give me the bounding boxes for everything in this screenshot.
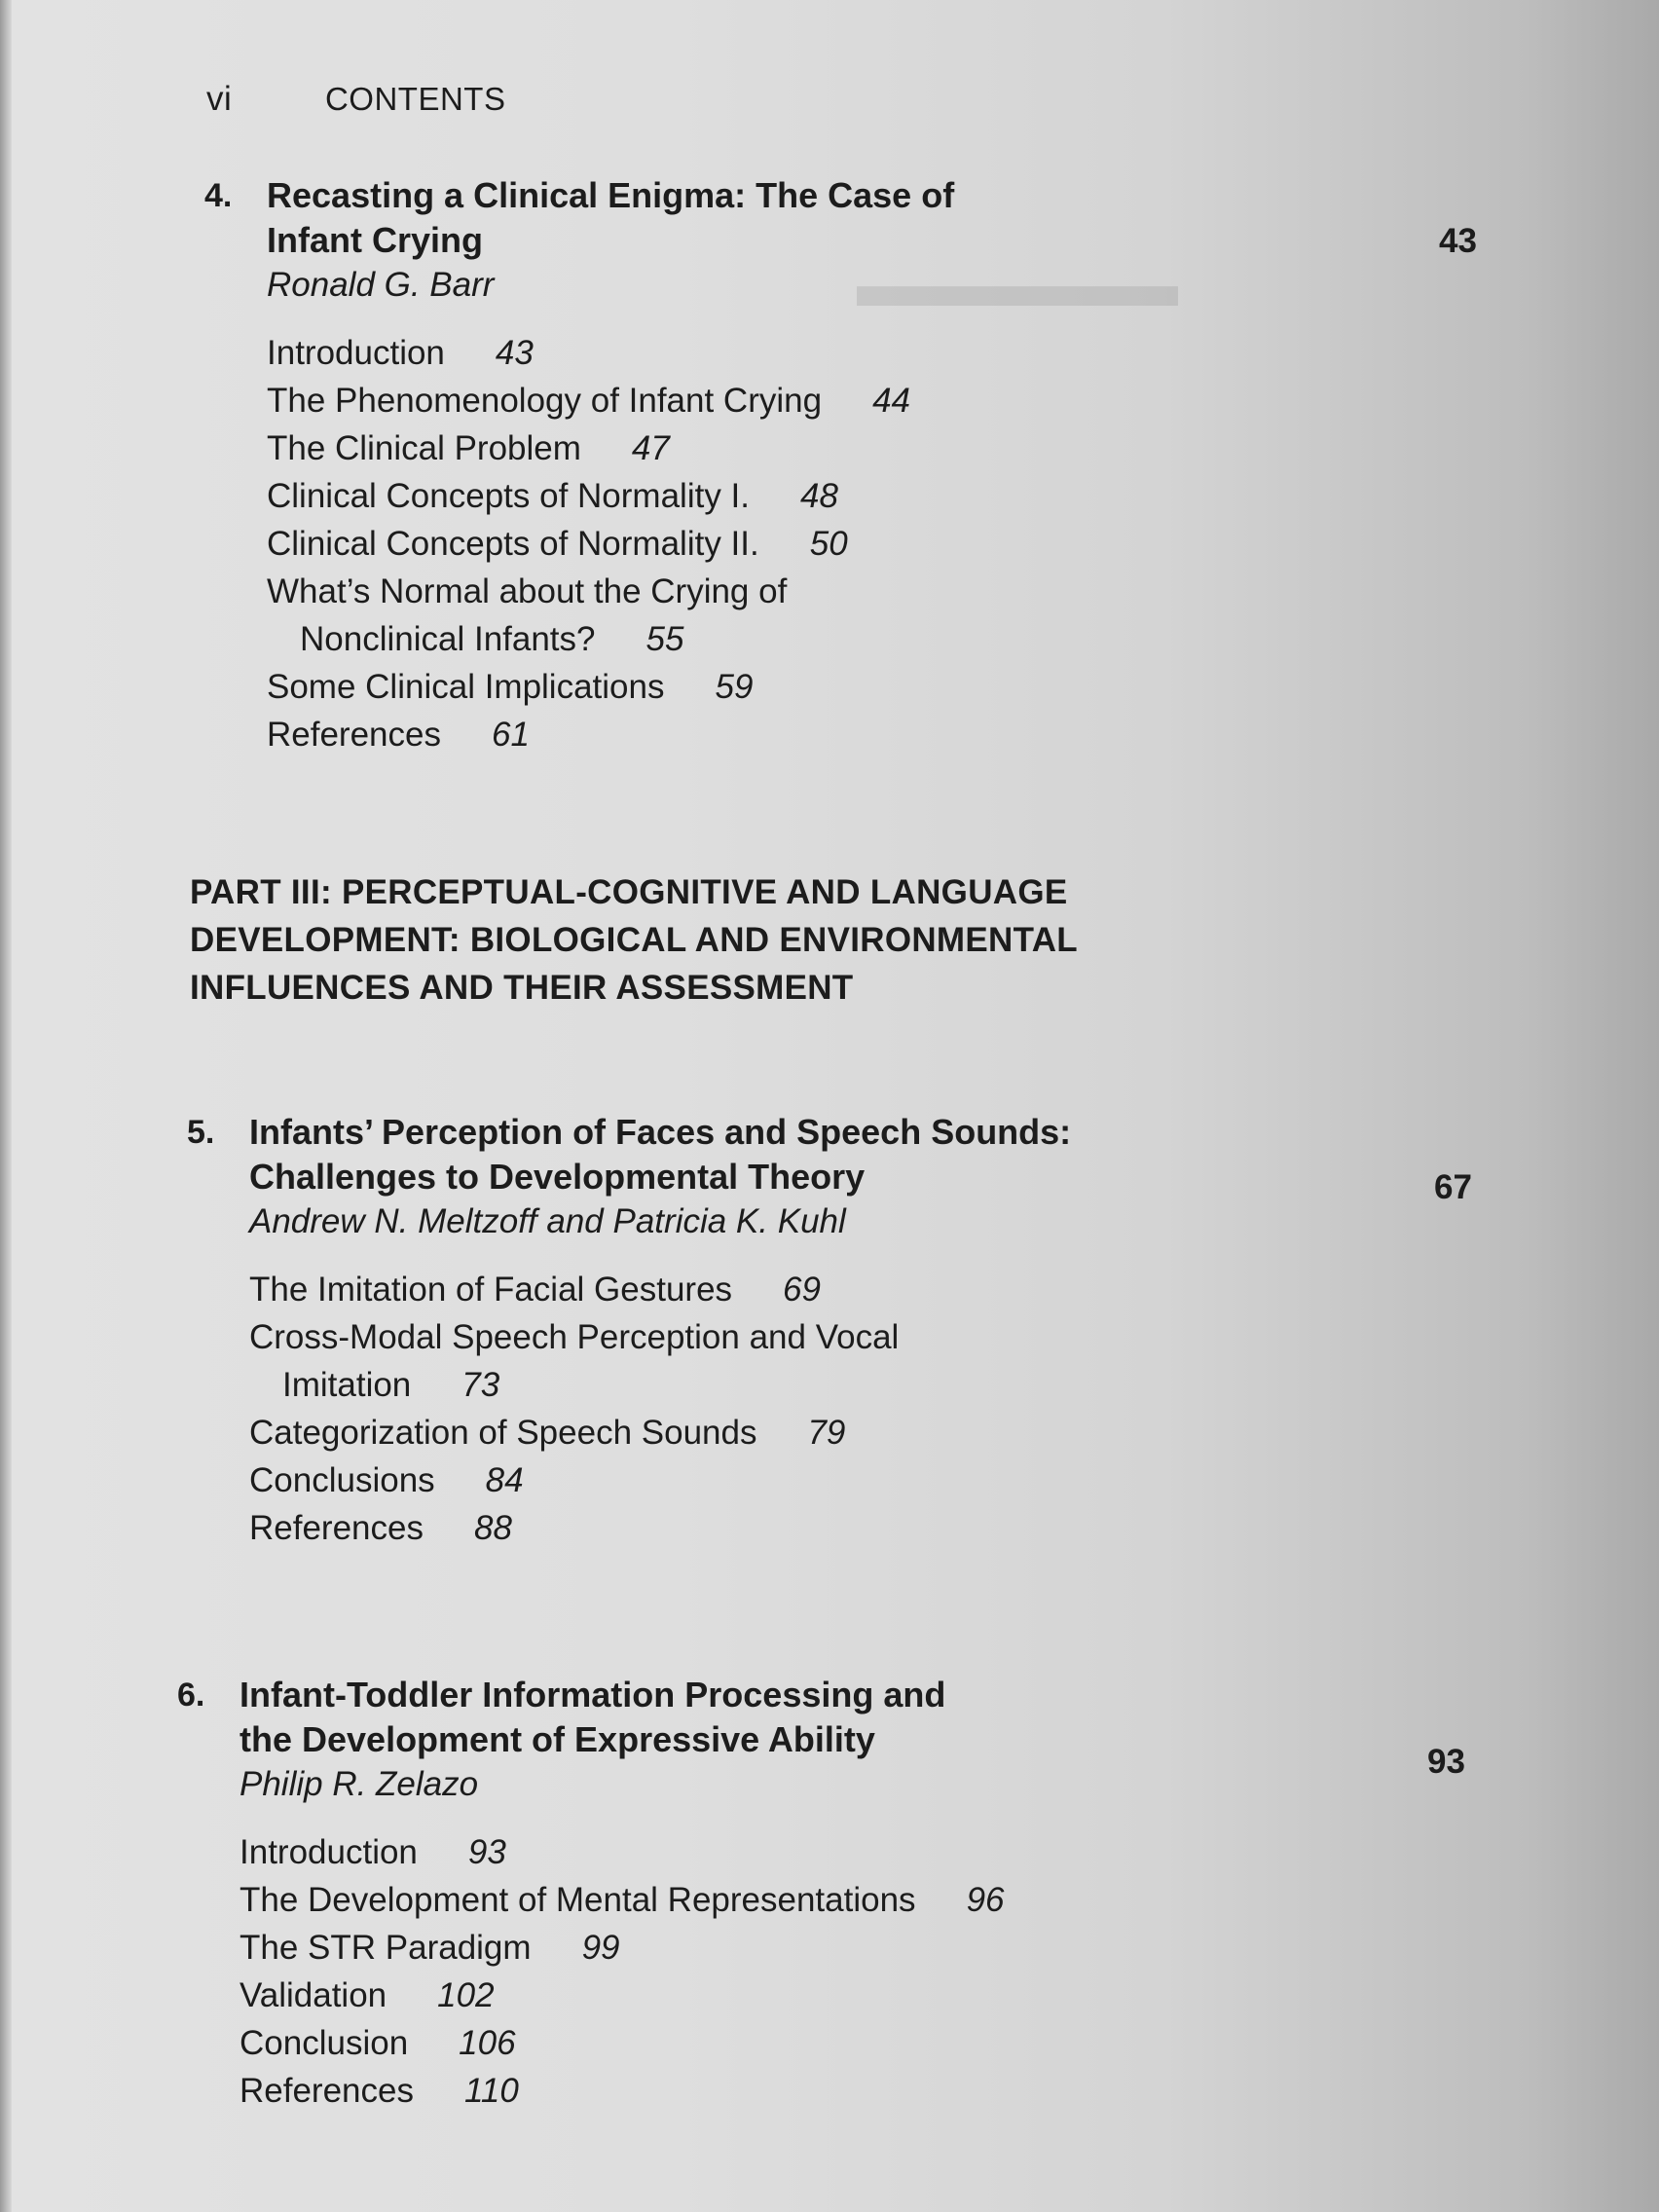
chapter-title: Infant-Toddler Information Processing and the Development of Expressive Ability [240,1675,946,1759]
toc-entry: The STR Paradigm 99 [240,1929,620,1967]
chapter-author: Ronald G. Barr [267,266,495,304]
toc-entry: References 110 [240,2072,519,2110]
toc-entry: Clinical Concepts of Normality I. 48 [267,477,838,515]
toc-entry: The Imitation of Facial Gestures 69 [249,1271,821,1309]
chapter-page-number: 43 [1439,222,1477,260]
page-folio: vi [206,80,233,118]
toc-entry: Some Clinical Implications 59 [267,668,754,706]
chapter-title: Recasting a Clinical Enigma: The Case of Infant Crying [267,175,955,260]
toc-entry: Categorization of Speech Sounds 79 [249,1414,846,1452]
toc-entry: The Phenomenology of Infant Crying 44 [267,382,911,420]
chapter-title: Infants’ Perception of Faces and Speech Sounds: Challenges to Developmental Theory [249,1112,1072,1197]
chapter-number: 5. [187,1114,215,1151]
running-header [206,80,505,119]
toc-entry: The Development of Mental Representations 96 [240,1881,1005,1919]
chapter-number: 4. [204,177,233,214]
chapter-author: Philip R. Zelazo [240,1765,479,1803]
toc-entry: References 61 [267,716,530,754]
part-heading: PART III: PERCEPTUAL-COGNITIVE AND LANGUAGE DEVELOPMENT: BIOLOGICAL AND ENVIRONMENTAL INFLUENCES AND THEIR ASSESSMENT [190,873,1078,1007]
page-edge [0,0,12,2212]
toc-entry: Clinical Concepts of Normality II. 50 [267,525,848,563]
toc-entry: Introduction 43 [267,334,534,372]
toc-entry: Conclusions 84 [249,1461,524,1499]
show-through-title: ▬▬▬▬▬ [857,249,1178,320]
toc-entry: Conclusion 106 [240,2024,516,2062]
toc-entry: What’s Normal about the Crying of [267,572,788,610]
toc-entry: References 88 [249,1509,512,1547]
chapter-number: 6. [177,1677,205,1714]
running-head: CONTENTS [324,81,506,117]
toc-entry-continued: Imitation 73 [282,1366,500,1404]
chapter-page-number: 67 [1434,1168,1472,1206]
chapter-author: Andrew N. Meltzoff and Patricia K. Kuhl [249,1202,846,1240]
toc-entry: Introduction 93 [240,1833,506,1871]
toc-entry: Cross-Modal Speech Perception and Vocal [249,1318,900,1356]
toc-entry: The Clinical Problem 47 [267,429,670,467]
toc-entry: Validation 102 [240,1976,495,2014]
chapter-page-number: 93 [1427,1743,1465,1781]
toc-entry-continued: Nonclinical Infants? 55 [300,620,684,658]
